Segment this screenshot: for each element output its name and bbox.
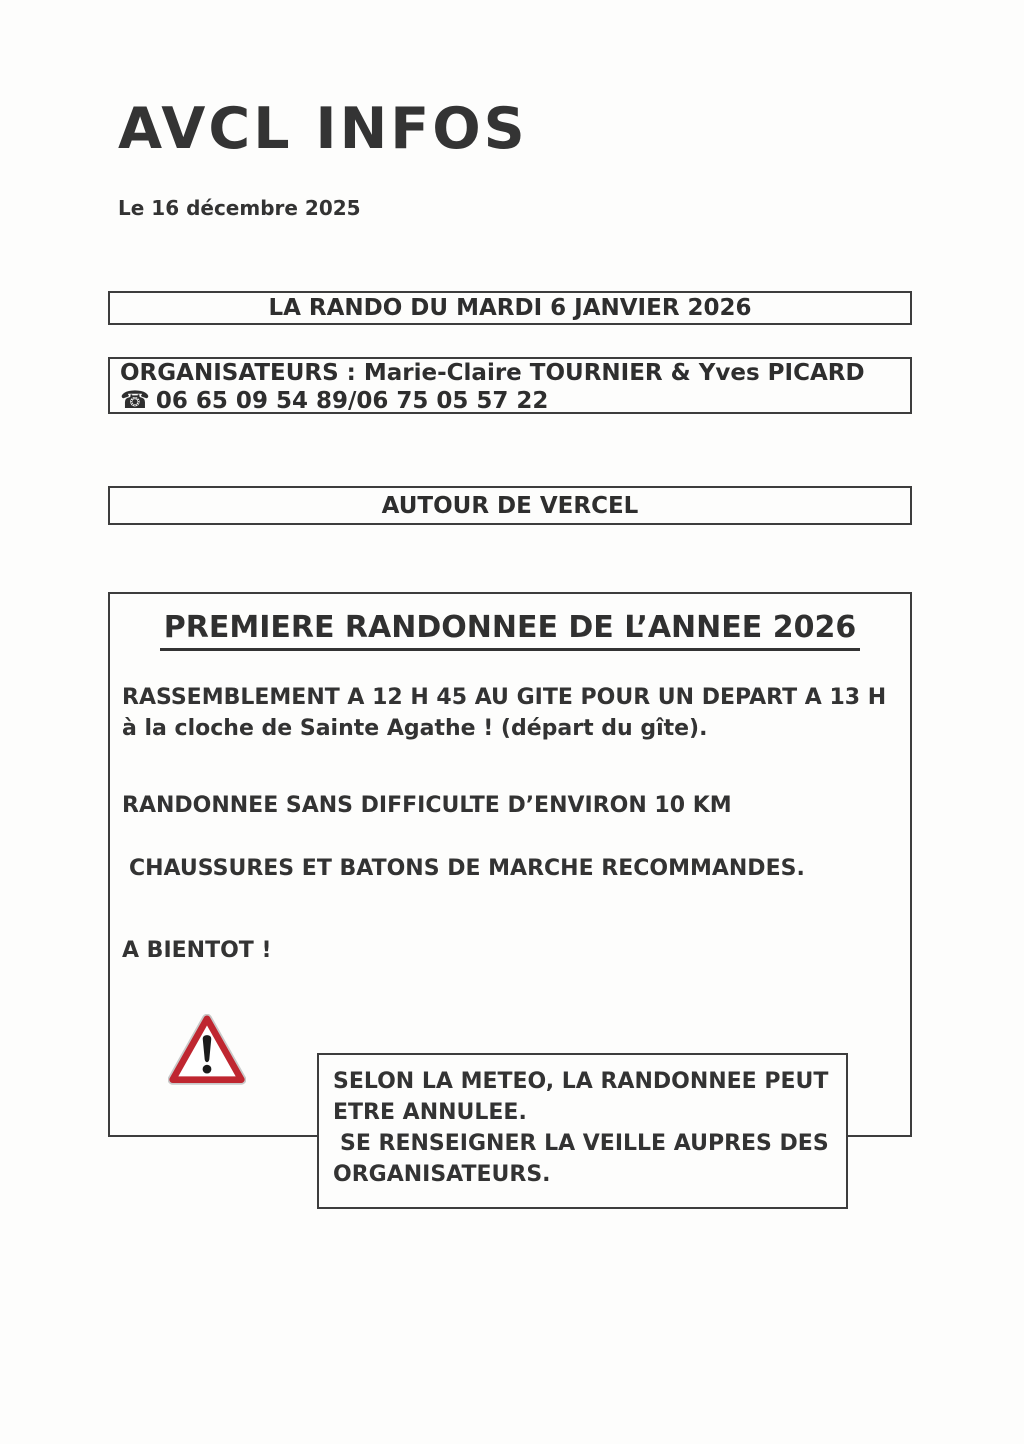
main-heading: PREMIERE RANDONNEE DE L’ANNEE 2026	[160, 610, 860, 651]
weather-warning-box	[317, 1053, 848, 1209]
weather-warning-line3: SE RENSEIGNER LA VEILLE AUPRES DES	[340, 1131, 829, 1156]
page-title: AVCL INFOS	[118, 96, 528, 162]
closing-paragraph: A BIENTOT !	[122, 938, 272, 963]
rando-title-text: LA RANDO DU MARDI 6 JANVIER 2026	[268, 295, 752, 321]
rassemblement-line2: à la cloche de Sainte Agathe ! (départ du gîte).	[122, 716, 708, 741]
location-banner	[108, 486, 912, 525]
difficulty-paragraph: RANDONNEE SANS DIFFICULTE D’ENVIRON 10 KM	[122, 793, 732, 818]
rassemblement-line1: RASSEMBLEMENT A 12 H 45 AU GITE POUR UN DEPART A 13 H	[122, 685, 887, 710]
weather-warning-line1: SELON LA METEO, LA RANDONNEE PEUT	[333, 1069, 829, 1094]
telephone-icon: ☎	[120, 386, 150, 414]
rassemblement-paragraph	[122, 682, 904, 744]
organisateurs-phone-line	[120, 387, 900, 415]
organisateurs-banner	[108, 357, 912, 414]
phone-numbers: 06 65 09 54 89/06 75 05 57 22	[155, 388, 549, 414]
main-heading-wrap	[110, 610, 910, 651]
date-line: Le 16 décembre 2025	[118, 196, 361, 220]
weather-warning-line4: ORGANISATEURS.	[333, 1162, 551, 1187]
location-text: AUTOUR DE VERCEL	[381, 492, 639, 519]
equipment-paragraph: CHAUSSURES ET BATONS DE MARCHE RECOMMANDES.	[129, 856, 805, 881]
warning-triangle-icon	[168, 1014, 246, 1086]
organisateurs-names: ORGANISATEURS : Marie-Claire TOURNIER & Yves PICARD	[120, 360, 865, 386]
rando-title-banner	[108, 291, 912, 325]
weather-warning-line2: ETRE ANNULEE.	[333, 1100, 527, 1125]
